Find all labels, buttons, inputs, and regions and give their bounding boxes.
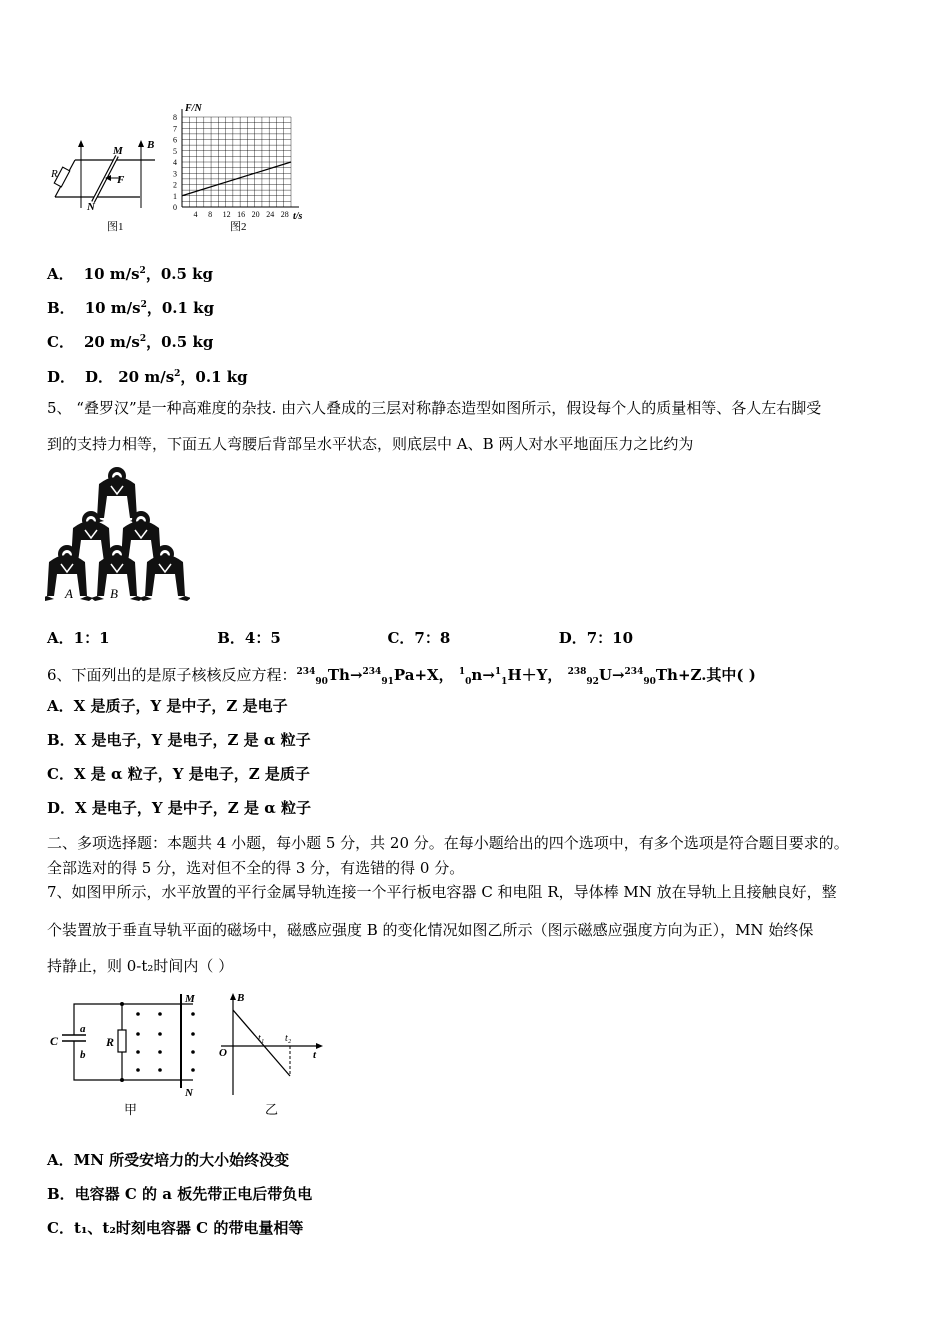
acrobat-pyramid-figure — [45, 462, 190, 602]
q5-options-row — [47, 628, 633, 648]
q6-eq3-charge2: 90 — [643, 677, 656, 687]
q6-option-c[interactable]: C．X 是 α 粒子，Y 是电子，Z 是质子 — [47, 765, 310, 783]
fig2-xlabel: t/s — [293, 211, 303, 222]
q6-suffix: 其中( ) — [706, 666, 756, 684]
q4-option-mass: ，0.1 kg — [180, 368, 248, 386]
q5-option-a[interactable]: A．1：1 — [47, 629, 110, 647]
fig2-xtick-label: 8 — [208, 210, 213, 219]
pyramid-label-B: B — [110, 586, 118, 601]
q7-label-a: a — [80, 1023, 86, 1035]
q4-option-value: 10 m/s — [83, 265, 140, 283]
q5-stem-line1: 5、 “叠罗汉”是一种高难度的杂技. 由六人叠成的三层对称静态造型如图所示，假设每个人的质量相等、各人左右脚受 — [47, 399, 822, 417]
fig1-label-F: F — [117, 174, 125, 186]
fig1-label-B: B — [147, 139, 155, 151]
q4-option-mass: ，0.5 kg — [145, 265, 214, 283]
q6-stem — [47, 662, 756, 692]
q7-stem-line2: 个装置放于垂直导轨平面的磁场中，磁感应强度 B 的变化情况如图乙所示（图示磁感应强度方向为正），MN 始终保 — [47, 921, 814, 939]
q6-eq2-charge2: 1 — [501, 677, 508, 687]
fig1-label-N: N — [87, 201, 95, 213]
q7-graph-label-B: B — [237, 992, 245, 1004]
q6-eq1-mass2: 234 — [362, 667, 382, 677]
q6-eq1-sym: Th→ — [327, 666, 363, 684]
q7-figure-jia-circuit — [48, 990, 218, 1120]
q6-prefix: 6、下面列出的是原子核核反应方程： — [47, 666, 297, 684]
q7-label-C: C — [50, 1034, 59, 1048]
fig2-ytick-label: 1 — [173, 191, 177, 201]
q6-eq3-charge: 92 — [586, 677, 599, 687]
q6-option-a[interactable]: A．X 是质子，Y 是中子，Z 是电子 — [47, 697, 288, 715]
q7-label-R: R — [106, 1035, 115, 1049]
q7-figure-yi-b-t-graph — [215, 990, 330, 1120]
q6-eq3-tail: Th+Z. — [655, 666, 707, 684]
fig2-xtick-label: 16 — [237, 210, 246, 219]
q7-stem-line3: 持静止，则 0-t₂时间内（ ） — [47, 957, 234, 975]
q4-option-exponent: 2 — [139, 266, 146, 276]
fig2-ytick-label: 0 — [173, 203, 177, 212]
fig2-ytick-label: 8 — [173, 113, 177, 122]
q4-option-a[interactable] — [47, 261, 213, 284]
section2-line2: 全部选对的得 5 分，选对但不全的得 3 分，有选错的得 0 分。 — [47, 859, 465, 877]
fig2-xtick-label: 12 — [222, 210, 231, 219]
fig2-xtick-label: 28 — [280, 210, 289, 219]
q6-eq2-sym: n→ — [471, 666, 495, 684]
q6-eq3-sym: U→ — [598, 666, 625, 684]
fig2-ytick-label: 3 — [173, 169, 177, 179]
q6-option-b[interactable]: B．X 是电子，Y 是电子，Z 是 α 粒子 — [47, 731, 311, 749]
q7-caption-yi: 乙 — [265, 1102, 279, 1117]
fig2-ylabel: F/N — [185, 103, 202, 114]
q4-option-exponent: 2 — [139, 334, 147, 344]
q4-option-d[interactable] — [47, 364, 248, 387]
fig2-ytick-label: 4 — [173, 158, 177, 167]
q4-option-letter: C． — [47, 333, 74, 351]
q6-eq1-charge2: 91 — [381, 677, 394, 687]
fig2-ytick-label: 6 — [173, 135, 177, 145]
q4-option-c[interactable] — [47, 329, 213, 352]
fig2-caption: 图2 — [230, 221, 247, 233]
q4-option-value: 10 m/s — [84, 299, 141, 317]
q5-stem-line2: 到的支持力相等，下面五人弯腰后背部呈水平状态，则底层中 A、B 两人对水平地面压力之比约为 — [47, 435, 694, 453]
q7-stem-line1: 7、如图甲所示，水平放置的平行金属导轨连接一个平行板电容器 C 和电阻 R，导体棒 MN 放在导轨上且接触良好，整 — [47, 883, 837, 901]
q4-option-mass: ，0.5 kg — [146, 333, 214, 351]
q4-option-exponent: 2 — [140, 300, 147, 310]
q6-eq2-mass2: 1 — [494, 667, 502, 677]
figure-1-rail-diagram — [45, 130, 165, 235]
q6-eq2-charge: 0 — [465, 677, 472, 687]
q7-graph-label-O: O — [219, 1047, 227, 1059]
fig1-caption: 图1 — [107, 221, 124, 233]
q7-option-b[interactable]: B．电容器 C 的 a 板先带正电后带负电 — [47, 1185, 313, 1203]
q5-option-d[interactable]: D．7：10 — [558, 629, 634, 647]
q4-option-mass: ，0.1 kg — [146, 299, 215, 317]
q7-graph-label-t: t — [313, 1049, 317, 1061]
q7-graph-label-t1: t₁ — [258, 1033, 265, 1044]
q4-option-exponent: 2 — [174, 369, 181, 379]
q4-option-letter: A． — [47, 265, 74, 283]
fig2-ytick-label: 7 — [173, 124, 177, 134]
q4-option-letter: B． — [47, 299, 75, 317]
q6-eq3-mass: 238 — [567, 667, 587, 677]
q6-eq1-charge: 90 — [315, 677, 328, 687]
q4-option-letter: D． — [47, 368, 76, 386]
figure-2-force-time-graph — [165, 100, 315, 235]
fig2-xtick-label: 24 — [266, 210, 275, 219]
fig2-xtick-label: 4 — [193, 210, 198, 219]
fig1-label-M: M — [113, 145, 123, 157]
q5-option-b[interactable]: B．4：5 — [217, 629, 281, 647]
q4-option-value: D． 20 m/s — [85, 368, 175, 386]
q6-eq1-tail: Pa+X， — [393, 666, 454, 684]
q5-option-c[interactable]: C．7：8 — [387, 629, 451, 647]
q6-eq3-mass2: 234 — [624, 667, 644, 677]
fig2-ytick-label: 2 — [173, 180, 177, 190]
fig2-xtick-label: 20 — [251, 210, 260, 219]
q7-caption-jia: 甲 — [124, 1102, 138, 1117]
q6-eq2-mass: 1 — [458, 667, 466, 677]
q7-option-c[interactable]: C．t₁、t₂时刻电容器 C 的带电量相等 — [47, 1219, 304, 1237]
section2-line1: 二、多项选择题：本题共 4 小题，每小题 5 分，共 20 分。在每小题给出的四个选项中，有多个选项是符合题目要求的。 — [47, 834, 849, 852]
q7-label-b: b — [80, 1049, 86, 1061]
q7-label-M: M — [185, 993, 195, 1005]
q6-option-d[interactable]: D．X 是电子，Y 是中子，Z 是 α 粒子 — [47, 799, 311, 817]
q4-option-b[interactable] — [47, 295, 214, 318]
fig1-label-R: R — [51, 168, 58, 180]
q4-option-value: 20 m/s — [83, 333, 140, 351]
pyramid-label-A: A — [65, 586, 73, 601]
q6-eq1-mass: 234 — [296, 667, 316, 677]
q6-eq2-tail: H＋Y， — [507, 666, 563, 684]
q7-label-N: N — [185, 1087, 193, 1099]
q7-graph-label-t2: t₂ — [285, 1033, 292, 1044]
fig2-ytick-label: 5 — [173, 146, 177, 156]
q7-option-a[interactable]: A．MN 所受安培力的大小始终没变 — [47, 1151, 290, 1169]
